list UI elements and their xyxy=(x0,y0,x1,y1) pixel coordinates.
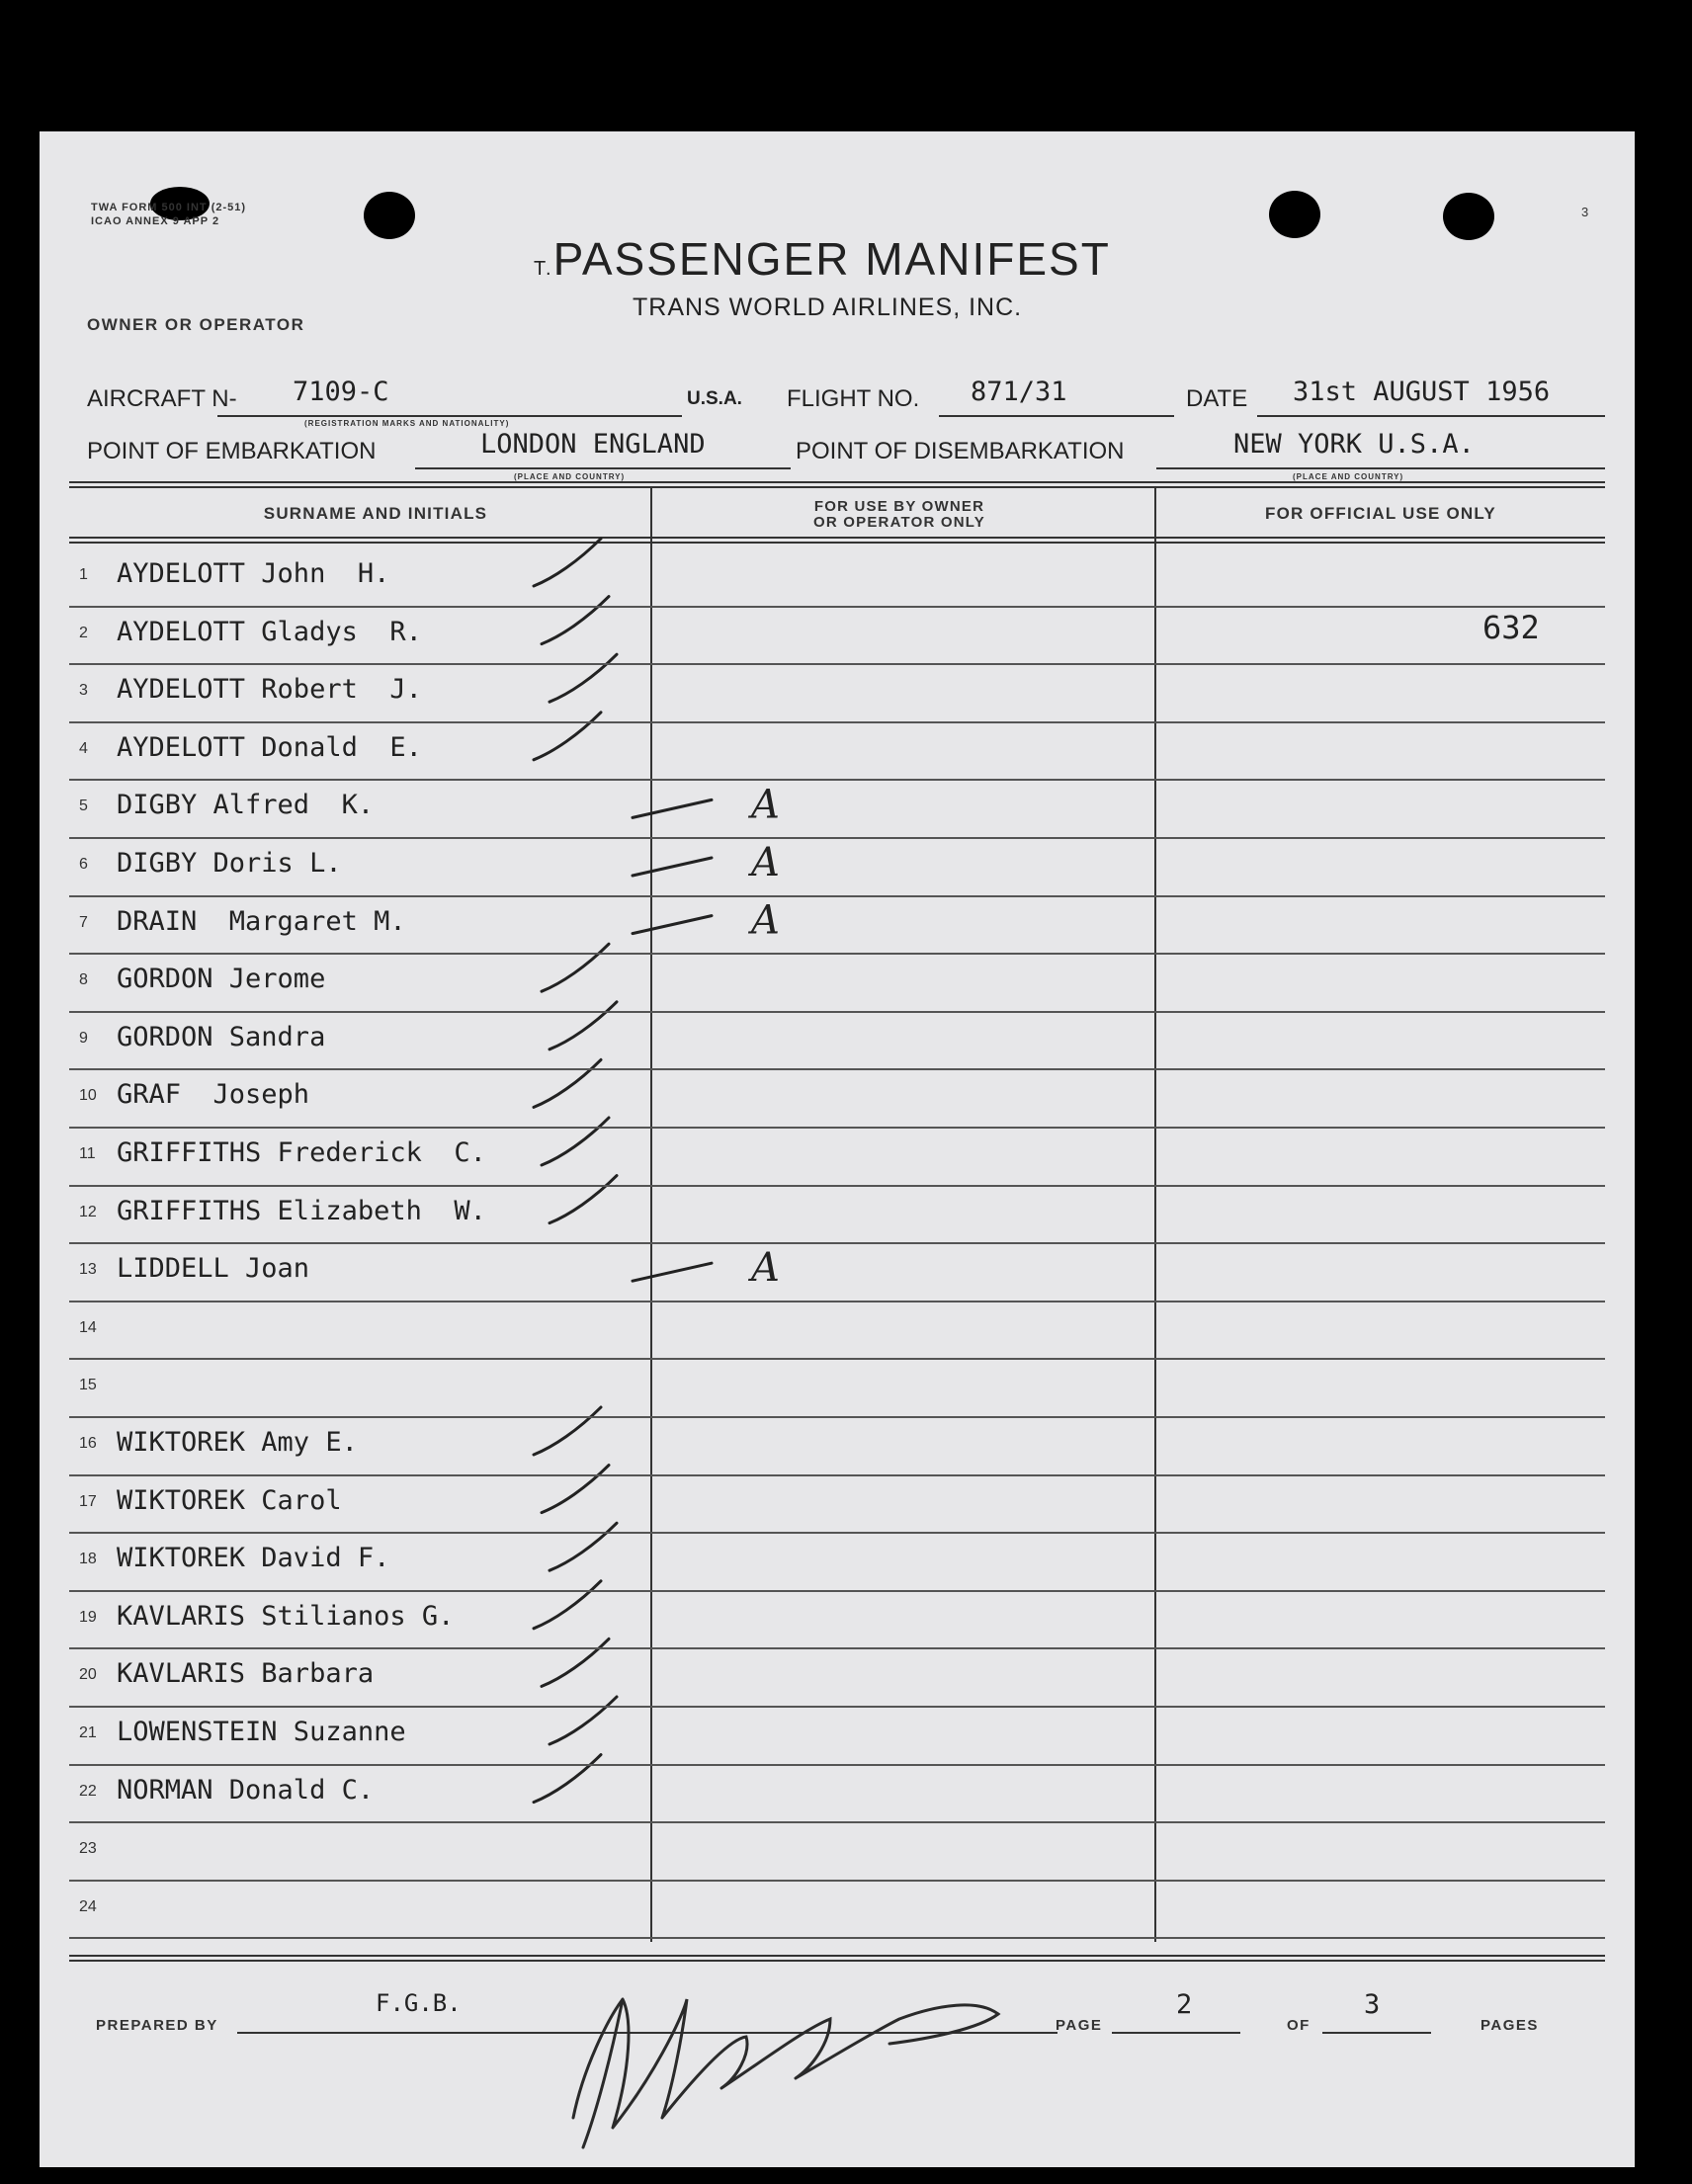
row-separator xyxy=(69,1127,1605,1129)
dash-mark xyxy=(633,858,712,876)
check-mark xyxy=(534,1581,601,1629)
row-separator xyxy=(69,1706,1605,1708)
passenger-name: KAVLARIS Stilianos G. xyxy=(117,1600,455,1632)
row-number: 1 xyxy=(79,566,88,583)
passenger-name: AYDELOTT Gladys R. xyxy=(117,616,422,647)
row-separator xyxy=(69,1764,1605,1766)
row-number: 8 xyxy=(79,971,88,989)
passenger-name: DRAIN Margaret M. xyxy=(117,905,406,937)
row-number: 9 xyxy=(79,1029,88,1047)
passenger-name: AYDELOTT Donald E. xyxy=(117,731,422,763)
row-number: 14 xyxy=(79,1318,97,1336)
passenger-name: AYDELOTT John H. xyxy=(117,558,390,589)
column-header-surname: SURNAME AND INITIALS xyxy=(263,504,488,523)
of-label: OF xyxy=(1287,2017,1311,2034)
dash-mark xyxy=(633,799,712,817)
check-mark xyxy=(550,1176,617,1223)
row-number: 21 xyxy=(79,1724,97,1741)
check-mark xyxy=(542,944,609,991)
row-separator xyxy=(69,663,1605,665)
registration-note: (REGISTRATION MARKS AND NATIONALITY) xyxy=(304,419,510,428)
row-number: 5 xyxy=(79,798,88,815)
embarkation-label: POINT OF EMBARKATION xyxy=(87,438,377,464)
passenger-name: LIDDELL Joan xyxy=(117,1253,310,1285)
check-mark xyxy=(550,1002,617,1050)
date-value: 31st AUGUST 1956 xyxy=(1293,377,1551,407)
embarkation-place-note: (PLACE AND COUNTRY) xyxy=(514,472,626,481)
row-separator xyxy=(69,953,1605,955)
row-separator xyxy=(69,895,1605,897)
check-mark xyxy=(534,539,601,586)
passenger-name: WIKTOREK David F. xyxy=(117,1543,390,1574)
row-number: 13 xyxy=(79,1261,97,1279)
disembarkation-label: POINT OF DISEMBARKATION xyxy=(796,438,1125,464)
passenger-name: WIKTOREK Carol xyxy=(117,1484,342,1516)
row-separator xyxy=(69,1647,1605,1649)
row-number: 22 xyxy=(79,1782,97,1800)
total-pages: 3 xyxy=(1364,1989,1381,2020)
row-number: 17 xyxy=(79,1492,97,1510)
check-mark xyxy=(542,1466,609,1513)
row-separator xyxy=(69,1068,1605,1070)
manifest-sheet xyxy=(40,131,1635,2167)
row-separator xyxy=(69,1358,1605,1360)
check-mark xyxy=(534,713,601,760)
passenger-name: AYDELOTT Robert J. xyxy=(117,674,422,706)
handwritten-a-mark: A xyxy=(751,782,780,828)
row-separator xyxy=(69,779,1605,781)
passenger-name: GORDON Jerome xyxy=(117,964,326,995)
row-separator xyxy=(69,1937,1605,1939)
of-underline xyxy=(1322,2032,1431,2034)
check-mark xyxy=(550,654,617,702)
row-separator xyxy=(69,606,1605,608)
check-mark xyxy=(542,1118,609,1165)
page-number: 2 xyxy=(1176,1989,1193,2020)
row-separator xyxy=(69,1242,1605,1244)
flight-label: FLIGHT NO. xyxy=(787,385,920,412)
row-separator xyxy=(69,1416,1605,1418)
disembarkation-value: NEW YORK U.S.A. xyxy=(1233,429,1475,460)
row-number: 19 xyxy=(79,1608,97,1626)
disembarkation-place-note: (PLACE AND COUNTRY) xyxy=(1293,472,1404,481)
row-separator xyxy=(69,721,1605,723)
column-header-official-use: FOR OFFICIAL USE ONLY xyxy=(1265,504,1496,523)
handwritten-a-mark: A xyxy=(751,1245,780,1292)
embarkation-value: LONDON ENGLAND xyxy=(480,429,706,460)
passenger-name: WIKTOREK Amy E. xyxy=(117,1427,358,1458)
row-number: 16 xyxy=(79,1435,97,1452)
dash-mark xyxy=(633,916,712,934)
passenger-name: GORDON Sandra xyxy=(117,1021,326,1052)
row-separator xyxy=(69,1474,1605,1476)
passenger-name: KAVLARIS Barbara xyxy=(117,1658,375,1690)
prepared-by-value: F.G.B. xyxy=(376,1989,462,2017)
row-number: 18 xyxy=(79,1551,97,1568)
form-code-line: ICAO ANNEX 9 APP 2 xyxy=(91,215,220,227)
row-number: 2 xyxy=(79,624,88,641)
row-number: 6 xyxy=(79,856,88,873)
row-separator xyxy=(69,1532,1605,1534)
passenger-name: NORMAN Donald C. xyxy=(117,1774,375,1806)
page-label: PAGE xyxy=(1056,2017,1103,2034)
row-separator xyxy=(69,1301,1605,1302)
column-header-owner-use: FOR USE BY OWNER OR OPERATOR ONLY xyxy=(813,498,985,531)
form-code-line: TWA FORM 500 INT (2-51) xyxy=(91,202,247,213)
row-number: 20 xyxy=(79,1666,97,1684)
flight-number: 871/31 xyxy=(971,377,1067,407)
check-mark xyxy=(542,597,609,644)
passenger-name: GRAF Joseph xyxy=(117,1079,310,1111)
row-separator xyxy=(69,1821,1605,1823)
row-separator xyxy=(69,1011,1605,1013)
page-corner-number: 3 xyxy=(1581,205,1589,219)
dash-mark xyxy=(633,1263,712,1281)
aircraft-value: 7109-C xyxy=(293,377,389,407)
check-mark xyxy=(534,1755,601,1803)
airline-name: TRANS WORLD AIRLINES, INC. xyxy=(633,294,1023,321)
passenger-name: GRIFFITHS Frederick C. xyxy=(117,1137,486,1168)
row-number: 7 xyxy=(79,913,88,931)
check-mark xyxy=(550,1697,617,1744)
row-number: 12 xyxy=(79,1203,97,1220)
row-number: 10 xyxy=(79,1087,97,1105)
check-mark xyxy=(542,1638,609,1686)
row-separator xyxy=(69,1185,1605,1187)
page-underline xyxy=(1112,2032,1240,2034)
row-number: 24 xyxy=(79,1897,97,1915)
row-number: 23 xyxy=(79,1840,97,1858)
title-text: PASSENGER MANIFEST xyxy=(552,233,1111,285)
prepared-by-label: PREPARED BY xyxy=(96,2017,218,2034)
row-separator xyxy=(69,837,1605,839)
date-label: DATE xyxy=(1186,385,1248,412)
row-separator xyxy=(69,1880,1605,1882)
handwritten-a-mark: A xyxy=(751,897,780,944)
passenger-name: DIGBY Alfred K. xyxy=(117,790,375,821)
row-number: 4 xyxy=(79,739,88,757)
official-code: 632 xyxy=(1482,609,1540,646)
passenger-name: GRIFFITHS Elizabeth W. xyxy=(117,1195,486,1226)
row-number: 11 xyxy=(79,1145,96,1162)
passenger-name: LOWENSTEIN Suzanne xyxy=(117,1717,406,1747)
check-mark xyxy=(534,1407,601,1455)
pages-label: PAGES xyxy=(1480,2017,1539,2034)
usa-label: U.S.A. xyxy=(687,388,742,409)
signature xyxy=(514,1960,1028,2167)
row-number: 3 xyxy=(79,682,88,700)
aircraft-label: AIRCRAFT N- xyxy=(87,385,237,412)
title-prefix: T. xyxy=(534,258,553,280)
row-number: 15 xyxy=(79,1377,97,1394)
handwritten-a-mark: A xyxy=(751,840,780,885)
passenger-name: DIGBY Doris L. xyxy=(117,848,342,879)
check-mark xyxy=(550,1523,617,1570)
owner-label: OWNER OR OPERATOR xyxy=(87,315,305,334)
handwritten-marks xyxy=(40,131,1635,2167)
check-mark xyxy=(534,1059,601,1107)
row-separator xyxy=(69,1590,1605,1592)
